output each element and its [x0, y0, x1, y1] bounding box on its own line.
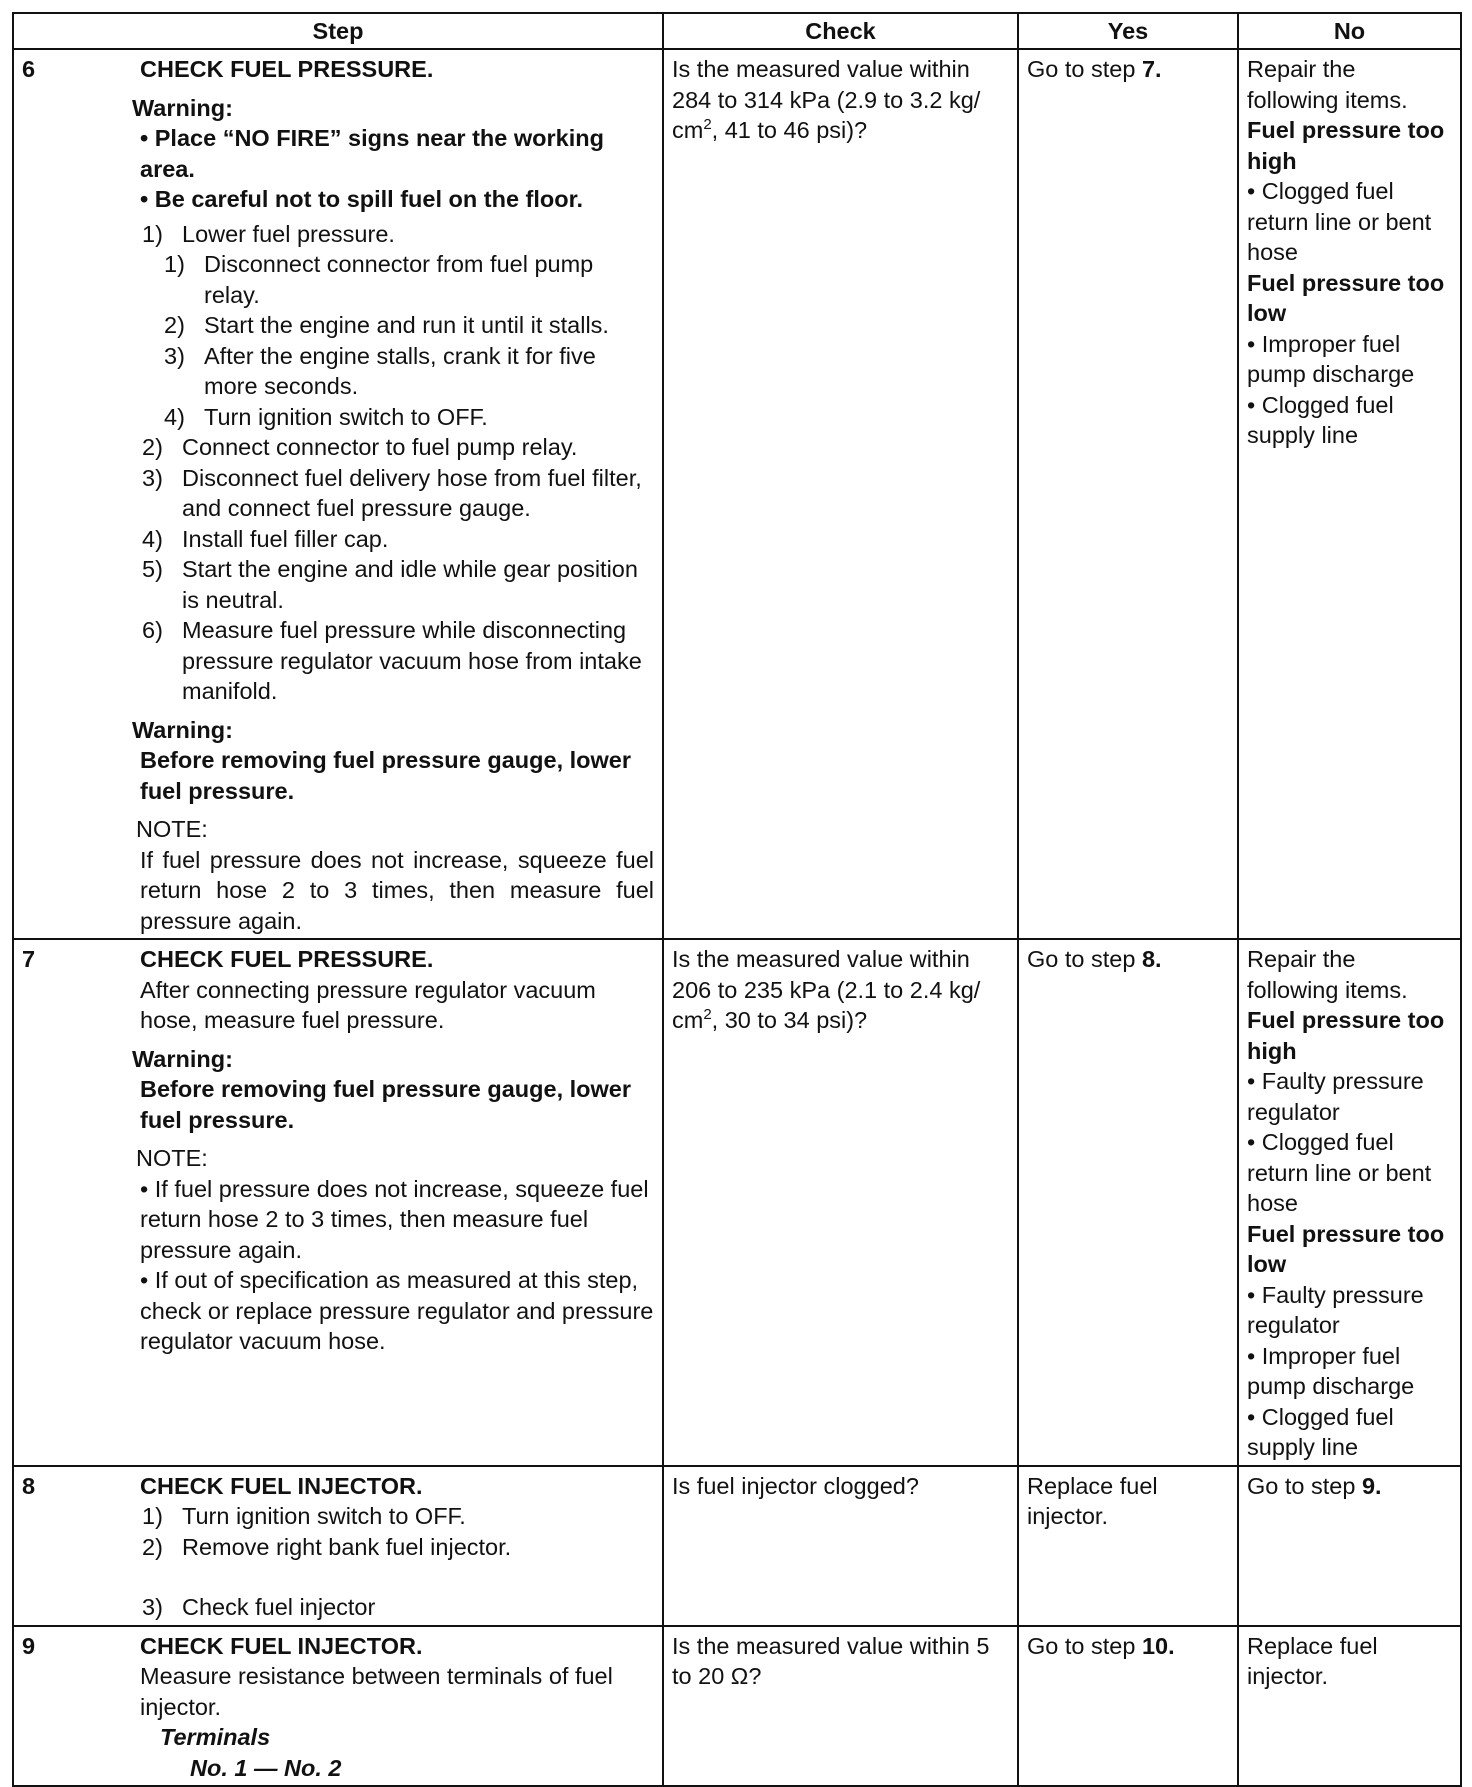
- no-item: • Improper fuel pump discharge: [1247, 330, 1415, 387]
- warning-label: Warning:: [132, 94, 233, 121]
- step-cell: [13, 939, 663, 1466]
- step-title: CHECK FUEL PRESSURE.: [140, 946, 434, 972]
- list-item: [142, 432, 654, 463]
- step-number: 6: [22, 56, 36, 82]
- no-cell: [1238, 1466, 1461, 1626]
- item-text: Disconnect connector from fuel pump relay.: [204, 251, 594, 308]
- terminals-value: No. 1 — No. 2: [190, 1754, 342, 1781]
- item-number: 6): [142, 617, 163, 643]
- list-item: [142, 615, 654, 707]
- no-cell: [1238, 49, 1461, 939]
- header-yes: Yes: [1018, 13, 1238, 49]
- yes-step-ref: 7.: [1141, 56, 1162, 82]
- no-step-ref: 9.: [1361, 1472, 1382, 1499]
- check-text: Is the measured value within 206 to 235 kPa (2.1 to 2.4 kg/ cm: [672, 946, 981, 1033]
- item-number: 1): [142, 1503, 163, 1529]
- item-number: 3): [142, 464, 163, 491]
- sub-procedure-list: [132, 249, 654, 432]
- no-item: • Improper fuel pump discharge: [1247, 1342, 1415, 1399]
- item-text: Start the engine and run it until it stalls.: [204, 312, 609, 338]
- step-intro: Measure resistance between terminals of fuel injector.: [140, 1663, 613, 1720]
- table-row-step-6: [13, 49, 1461, 939]
- list-item: [142, 524, 654, 555]
- yes-step-ref: 8.: [1141, 946, 1162, 972]
- warning-label: Warning:: [132, 716, 233, 743]
- list-item: [164, 249, 654, 310]
- check-text-end: , 30 to 34 psi)?: [711, 1007, 868, 1033]
- list-item: [164, 341, 654, 402]
- step-number: 9: [22, 1632, 36, 1659]
- no-item: • Faulty pressure regulator: [1247, 1281, 1424, 1338]
- table-row-step-7: [13, 939, 1461, 1466]
- item-text: Turn ignition switch to OFF.: [182, 1503, 466, 1529]
- item-text: Measure fuel pressure while disconnecting pressure regulator vacuum hose from intake manifold.: [182, 617, 642, 704]
- item-text: Lower fuel pressure.: [182, 220, 395, 247]
- header-row: [13, 13, 1461, 49]
- procedure-list: [132, 219, 654, 250]
- item-text: Install fuel filler cap.: [182, 525, 389, 552]
- list-item: [164, 310, 654, 341]
- terminals-label: Terminals: [160, 1724, 271, 1750]
- list-item: [164, 402, 654, 433]
- no-intro: Repair the following items.: [1247, 56, 1408, 113]
- list-item: [142, 1532, 654, 1563]
- item-number: 2): [142, 434, 163, 460]
- note-text: If fuel pressure does not increase, squeeze fuel return hose 2 to 3 times, then measure fuel pressure again.: [140, 846, 654, 934]
- no-item: • Clogged fuel supply line: [1247, 391, 1394, 448]
- no-heading-high: Fuel pressure too high: [1247, 117, 1445, 174]
- warning-line: • Be careful not to spill fuel on the floor.: [140, 186, 584, 212]
- table-row-step-9: [13, 1626, 1461, 1787]
- step-cell: [13, 1626, 663, 1787]
- check-cell: [663, 939, 1018, 1466]
- item-number: 4): [164, 403, 185, 430]
- item-number: 1): [164, 251, 185, 277]
- no-heading-low: Fuel pressure too low: [1247, 269, 1445, 326]
- item-text: Start the engine and idle while gear position is neutral.: [182, 556, 638, 613]
- step-title: CHECK FUEL INJECTOR.: [140, 1632, 423, 1659]
- yes-text: Go to step: [1027, 946, 1142, 972]
- check-cell: Is the measured value within 5 to 20 Ω?: [663, 1626, 1018, 1787]
- yes-text: Go to step: [1027, 1632, 1142, 1659]
- check-text-end: , 41 to 46 psi)?: [711, 117, 868, 143]
- list-item: [142, 463, 654, 524]
- step-cell: [13, 49, 663, 939]
- yes-step-ref: 10.: [1141, 1632, 1175, 1659]
- note-line: • If out of specification as measured at this step, check or replace pressure regulator and pressure regulator vacuum hose.: [140, 1267, 654, 1354]
- step-number: 8: [22, 1472, 36, 1499]
- yes-cell: Replace fuel injector.: [1018, 1466, 1238, 1626]
- step-title: CHECK FUEL INJECTOR.: [140, 1472, 423, 1499]
- no-item: • Faulty pressure regulator: [1247, 1068, 1424, 1125]
- note-label: NOTE:: [136, 816, 208, 842]
- item-number: 3): [142, 1594, 163, 1620]
- step-cell: [13, 1466, 663, 1626]
- no-text: Go to step: [1247, 1472, 1362, 1499]
- item-text: After the engine stalls, crank it for five more seconds.: [204, 342, 596, 399]
- warning-label: Warning:: [132, 1045, 233, 1072]
- table-row-step-8: [13, 1466, 1461, 1626]
- list-item: [142, 1592, 654, 1623]
- item-text: Turn ignition switch to OFF.: [204, 403, 488, 430]
- no-heading-high: Fuel pressure too high: [1247, 1007, 1445, 1064]
- procedure-list: [132, 432, 654, 707]
- item-text: Check fuel injector: [182, 1594, 376, 1620]
- diagnostic-table: [12, 12, 1462, 1787]
- yes-text: Go to step: [1027, 56, 1142, 82]
- step-number: 7: [22, 946, 36, 972]
- warning-line: • Place “NO FIRE” signs near the working area.: [140, 125, 604, 182]
- note-line: • If fuel pressure does not increase, squeeze fuel return hose 2 to 3 times, then measure fuel pressure again.: [140, 1175, 649, 1263]
- header-no: No: [1238, 13, 1461, 49]
- step-intro: After connecting pressure regulator vacuum hose, measure fuel pressure.: [140, 976, 596, 1033]
- item-text: Disconnect fuel delivery hose from fuel filter, and connect fuel pressure gauge.: [182, 464, 642, 521]
- no-item: • Clogged fuel supply line: [1247, 1403, 1394, 1460]
- no-intro: Repair the following items.: [1247, 946, 1408, 1003]
- no-cell: [1238, 939, 1461, 1466]
- item-text: Connect connector to fuel pump relay.: [182, 434, 578, 460]
- procedure-list: [132, 1501, 654, 1623]
- header-step: Step: [13, 13, 663, 49]
- item-number: 2): [164, 312, 185, 338]
- no-item: • Clogged fuel return line or bent hose: [1247, 178, 1432, 265]
- check-cell: [663, 49, 1018, 939]
- check-cell: Is fuel injector clogged?: [663, 1466, 1018, 1626]
- list-item: [142, 554, 654, 615]
- item-number: 1): [142, 220, 163, 247]
- warning-text: Before removing fuel pressure gauge, lower fuel pressure.: [140, 1076, 632, 1133]
- warning-text: Before removing fuel pressure gauge, lower fuel pressure.: [140, 747, 632, 804]
- no-heading-low: Fuel pressure too low: [1247, 1220, 1445, 1277]
- note-label: NOTE:: [136, 1145, 208, 1171]
- yes-cell: [1018, 939, 1238, 1466]
- check-superscript: 2: [703, 116, 712, 134]
- item-number: 2): [142, 1533, 163, 1560]
- check-superscript: 2: [703, 1006, 712, 1024]
- no-item: • Clogged fuel return line or bent hose: [1247, 1129, 1432, 1216]
- list-item: [142, 1501, 654, 1532]
- item-text: Remove right bank fuel injector.: [182, 1533, 512, 1560]
- header-check: Check: [663, 13, 1018, 49]
- step-title: CHECK FUEL PRESSURE.: [140, 56, 434, 82]
- item-number: 5): [142, 556, 163, 582]
- list-item: [142, 219, 654, 250]
- yes-cell: [1018, 1626, 1238, 1787]
- yes-cell: [1018, 49, 1238, 939]
- item-number: 3): [164, 342, 185, 369]
- item-number: 4): [142, 525, 163, 552]
- no-cell: Replace fuel injector.: [1238, 1626, 1461, 1787]
- list-spacer: [142, 1562, 654, 1592]
- check-text: Is the measured value within 284 to 314 kPa (2.9 to 3.2 kg/ cm: [672, 56, 981, 143]
